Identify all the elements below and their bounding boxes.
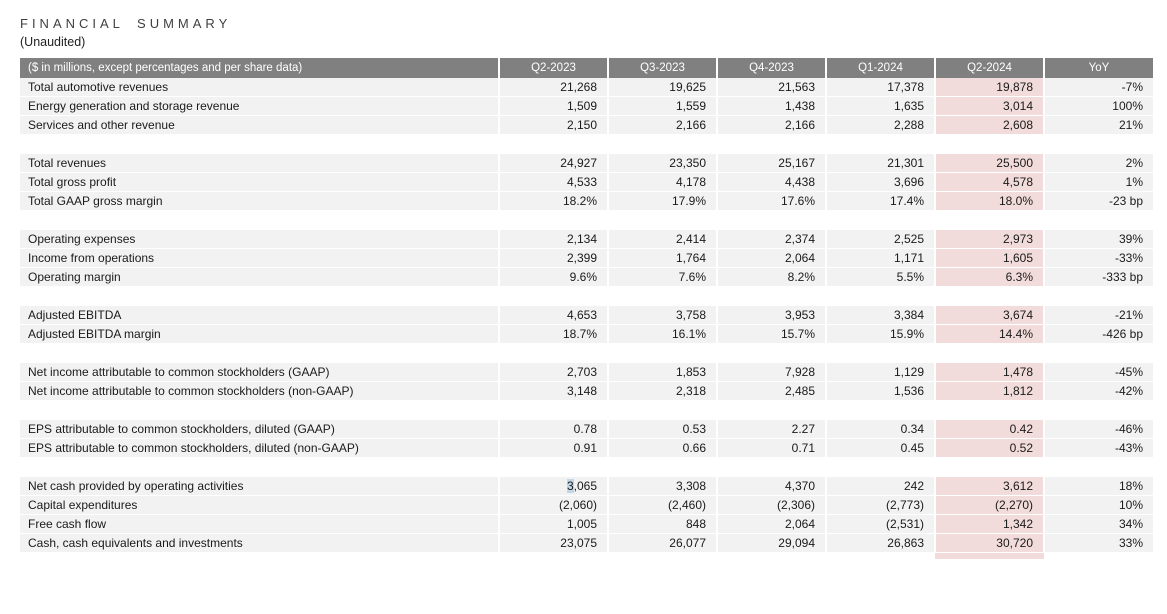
cell-YoY: 21% bbox=[1044, 116, 1153, 135]
cell-Q3-2023: 19,625 bbox=[608, 78, 717, 97]
page-subtitle: (Unaudited) bbox=[20, 34, 86, 49]
cell-Q3-2023: 3,308 bbox=[608, 477, 717, 496]
table-row bbox=[20, 325, 1153, 344]
table-row bbox=[20, 249, 1153, 268]
cell-Q4-2023: 15.7% bbox=[717, 325, 826, 344]
row-label: Adjusted EBITDA margin bbox=[20, 325, 499, 344]
column-header-Q2-2023: Q2-2023 bbox=[499, 58, 608, 78]
cell-YoY: -45% bbox=[1044, 363, 1153, 382]
cell-Q1-2024: 0.34 bbox=[826, 420, 935, 439]
highlight-column-tail bbox=[20, 553, 1153, 559]
cell-Q1-2024: 26,863 bbox=[826, 534, 935, 553]
cell-Q2-2024: 1,478 bbox=[935, 363, 1044, 382]
cell-Q1-2024: 1,536 bbox=[826, 382, 935, 401]
tail-cell bbox=[717, 553, 826, 559]
tail-cell bbox=[826, 553, 935, 559]
cell-Q2-2023: 1,509 bbox=[499, 97, 608, 116]
cell-Q2-2023: 18.7% bbox=[499, 325, 608, 344]
cell-Q1-2024: 15.9% bbox=[826, 325, 935, 344]
cell-Q2-2023: 0.78 bbox=[499, 420, 608, 439]
table-caption-header: ($ in millions, except percentages and per share data) bbox=[20, 58, 499, 78]
cell-Q2-2024: 3,014 bbox=[935, 97, 1044, 116]
financial-summary-table bbox=[20, 58, 1153, 559]
cell-Q3-2023: 16.1% bbox=[608, 325, 717, 344]
tail-cell bbox=[1044, 553, 1153, 559]
cell-Q2-2024: 4,578 bbox=[935, 173, 1044, 192]
tail-cell bbox=[608, 553, 717, 559]
table-row bbox=[20, 420, 1153, 439]
page-title: FINANCIAL SUMMARY bbox=[20, 16, 232, 31]
cell-Q2-2023: 9.6% bbox=[499, 268, 608, 287]
row-label: Operating expenses bbox=[20, 230, 499, 249]
cell-Q1-2024: (2,773) bbox=[826, 496, 935, 515]
cell-Q4-2023: 8.2% bbox=[717, 268, 826, 287]
spacer-cell bbox=[20, 401, 1153, 420]
cell-Q3-2023: 1,764 bbox=[608, 249, 717, 268]
cell-Q3-2023: 848 bbox=[608, 515, 717, 534]
tail-cell bbox=[20, 553, 499, 559]
cell-Q2-2024: 1,605 bbox=[935, 249, 1044, 268]
cell-YoY: -46% bbox=[1044, 420, 1153, 439]
cell-Q3-2023: 2,414 bbox=[608, 230, 717, 249]
spacer-row bbox=[20, 287, 1153, 306]
cell-Q4-2023: 2,374 bbox=[717, 230, 826, 249]
tail-cell bbox=[499, 553, 608, 559]
cell-Q1-2024: 1,171 bbox=[826, 249, 935, 268]
column-header-Q2-2024: Q2-2024 bbox=[935, 58, 1044, 78]
row-label: Operating margin bbox=[20, 268, 499, 287]
spacer-cell bbox=[20, 287, 1153, 306]
cell-Q2-2023: 18.2% bbox=[499, 192, 608, 211]
table-row bbox=[20, 477, 1153, 496]
header-row bbox=[20, 58, 1153, 78]
cell-Q4-2023: 2,485 bbox=[717, 382, 826, 401]
cell-Q1-2024: 21,301 bbox=[826, 154, 935, 173]
cell-Q2-2023: 3,148 bbox=[499, 382, 608, 401]
cell-Q3-2023: 2,166 bbox=[608, 116, 717, 135]
cell-Q3-2023: (2,460) bbox=[608, 496, 717, 515]
cell-Q4-2023: 2,064 bbox=[717, 515, 826, 534]
cell-Q3-2023: 0.53 bbox=[608, 420, 717, 439]
cell-Q3-2023: 7.6% bbox=[608, 268, 717, 287]
cell-Q3-2023: 17.9% bbox=[608, 192, 717, 211]
cell-Q3-2023: 23,350 bbox=[608, 154, 717, 173]
cell-Q3-2023: 4,178 bbox=[608, 173, 717, 192]
spacer-row bbox=[20, 458, 1153, 477]
cell-Q3-2023: 1,853 bbox=[608, 363, 717, 382]
cell-Q4-2023: (2,306) bbox=[717, 496, 826, 515]
column-header-Q1-2024: Q1-2024 bbox=[826, 58, 935, 78]
cell-Q2-2023: 2,703 bbox=[499, 363, 608, 382]
table-row bbox=[20, 230, 1153, 249]
cell-Q1-2024: 5.5% bbox=[826, 268, 935, 287]
cell-Q3-2023: 0.66 bbox=[608, 439, 717, 458]
table-body bbox=[20, 78, 1153, 559]
cell-Q1-2024: 0.45 bbox=[826, 439, 935, 458]
row-label: EPS attributable to common stockholders, diluted (non-GAAP) bbox=[20, 439, 499, 458]
cell-Q2-2024: 25,500 bbox=[935, 154, 1044, 173]
row-label: Total automotive revenues bbox=[20, 78, 499, 97]
cell-YoY: -43% bbox=[1044, 439, 1153, 458]
row-label: Capital expenditures bbox=[20, 496, 499, 515]
cell-Q2-2024: 14.4% bbox=[935, 325, 1044, 344]
cell-Q4-2023: 21,563 bbox=[717, 78, 826, 97]
row-label: EPS attributable to common stockholders, diluted (GAAP) bbox=[20, 420, 499, 439]
row-label: Adjusted EBITDA bbox=[20, 306, 499, 325]
cell-Q4-2023: 0.71 bbox=[717, 439, 826, 458]
cell-Q1-2024: 3,384 bbox=[826, 306, 935, 325]
cell-Q2-2023: 4,533 bbox=[499, 173, 608, 192]
cell-Q4-2023: 4,370 bbox=[717, 477, 826, 496]
row-label: Cash, cash equivalents and investments bbox=[20, 534, 499, 553]
cell-Q2-2023: 3,065 bbox=[499, 477, 608, 496]
table-row bbox=[20, 154, 1153, 173]
cell-Q2-2024: 18.0% bbox=[935, 192, 1044, 211]
spacer-row bbox=[20, 344, 1153, 363]
cell-Q2-2023: 2,150 bbox=[499, 116, 608, 135]
cell-Q1-2024: 1,635 bbox=[826, 97, 935, 116]
column-header-Q4-2023: Q4-2023 bbox=[717, 58, 826, 78]
column-header-YoY: YoY bbox=[1044, 58, 1153, 78]
cell-Q4-2023: 17.6% bbox=[717, 192, 826, 211]
cell-YoY: -21% bbox=[1044, 306, 1153, 325]
spacer-cell bbox=[20, 344, 1153, 363]
table-row bbox=[20, 306, 1153, 325]
table-row bbox=[20, 97, 1153, 116]
cell-Q4-2023: 3,953 bbox=[717, 306, 826, 325]
cell-Q2-2024: 19,878 bbox=[935, 78, 1044, 97]
cell-Q2-2024: 30,720 bbox=[935, 534, 1044, 553]
cell-YoY: -23 bp bbox=[1044, 192, 1153, 211]
cell-YoY: 10% bbox=[1044, 496, 1153, 515]
table-row bbox=[20, 116, 1153, 135]
table-row bbox=[20, 363, 1153, 382]
cell-YoY: -333 bp bbox=[1044, 268, 1153, 287]
cell-Q4-2023: 29,094 bbox=[717, 534, 826, 553]
table-row bbox=[20, 534, 1153, 553]
cell-Q2-2023: (2,060) bbox=[499, 496, 608, 515]
row-label: Net income attributable to common stockholders (GAAP) bbox=[20, 363, 499, 382]
cell-YoY: 1% bbox=[1044, 173, 1153, 192]
highlight-tail-cell bbox=[935, 553, 1044, 559]
table-row bbox=[20, 496, 1153, 515]
row-label: Free cash flow bbox=[20, 515, 499, 534]
cell-Q1-2024: 17.4% bbox=[826, 192, 935, 211]
cell-Q2-2023: 23,075 bbox=[499, 534, 608, 553]
cell-Q2-2024: 0.52 bbox=[935, 439, 1044, 458]
cell-YoY: -7% bbox=[1044, 78, 1153, 97]
cell-Q2-2023: 21,268 bbox=[499, 78, 608, 97]
cell-Q2-2024: 2,608 bbox=[935, 116, 1044, 135]
cell-Q1-2024: (2,531) bbox=[826, 515, 935, 534]
table-row bbox=[20, 382, 1153, 401]
selected-text: 3 bbox=[566, 479, 574, 494]
row-label: Net income attributable to common stockholders (non-GAAP) bbox=[20, 382, 499, 401]
cell-YoY: -42% bbox=[1044, 382, 1153, 401]
cell-Q1-2024: 3,696 bbox=[826, 173, 935, 192]
cell-Q2-2023: 2,134 bbox=[499, 230, 608, 249]
cell-Q2-2024: (2,270) bbox=[935, 496, 1044, 515]
cell-Q2-2024: 0.42 bbox=[935, 420, 1044, 439]
row-label: Total revenues bbox=[20, 154, 499, 173]
cell-Q4-2023: 2.27 bbox=[717, 420, 826, 439]
cell-Q2-2024: 1,342 bbox=[935, 515, 1044, 534]
row-label: Services and other revenue bbox=[20, 116, 499, 135]
cell-YoY: 18% bbox=[1044, 477, 1153, 496]
table-row bbox=[20, 515, 1153, 534]
cell-Q1-2024: 1,129 bbox=[826, 363, 935, 382]
cell-Q2-2023: 24,927 bbox=[499, 154, 608, 173]
cell-YoY: 34% bbox=[1044, 515, 1153, 534]
cell-Q3-2023: 2,318 bbox=[608, 382, 717, 401]
table-row bbox=[20, 439, 1153, 458]
cell-Q1-2024: 242 bbox=[826, 477, 935, 496]
spacer-row bbox=[20, 401, 1153, 420]
cell-Q3-2023: 3,758 bbox=[608, 306, 717, 325]
cell-Q2-2023: 0.91 bbox=[499, 439, 608, 458]
cell-Q4-2023: 1,438 bbox=[717, 97, 826, 116]
cell-Q3-2023: 26,077 bbox=[608, 534, 717, 553]
row-label: Energy generation and storage revenue bbox=[20, 97, 499, 116]
cell-Q2-2024: 6.3% bbox=[935, 268, 1044, 287]
cell-Q4-2023: 7,928 bbox=[717, 363, 826, 382]
cell-YoY: -426 bp bbox=[1044, 325, 1153, 344]
cell-Q2-2023: 4,653 bbox=[499, 306, 608, 325]
cell-Q2-2024: 1,812 bbox=[935, 382, 1044, 401]
cell-Q2-2023: 1,005 bbox=[499, 515, 608, 534]
cell-Q4-2023: 25,167 bbox=[717, 154, 826, 173]
spacer-cell bbox=[20, 211, 1153, 230]
row-label: Total gross profit bbox=[20, 173, 499, 192]
cell-Q4-2023: 4,438 bbox=[717, 173, 826, 192]
row-label: Net cash provided by operating activities bbox=[20, 477, 499, 496]
table-row bbox=[20, 173, 1153, 192]
cell-YoY: 33% bbox=[1044, 534, 1153, 553]
cell-YoY: 100% bbox=[1044, 97, 1153, 116]
cell-Q4-2023: 2,166 bbox=[717, 116, 826, 135]
cell-Q1-2024: 2,288 bbox=[826, 116, 935, 135]
cell-YoY: -33% bbox=[1044, 249, 1153, 268]
row-label: Income from operations bbox=[20, 249, 499, 268]
column-header-Q3-2023: Q3-2023 bbox=[608, 58, 717, 78]
row-label: Total GAAP gross margin bbox=[20, 192, 499, 211]
spacer-cell bbox=[20, 135, 1153, 154]
cell-Q4-2023: 2,064 bbox=[717, 249, 826, 268]
table-row bbox=[20, 78, 1153, 97]
cell-Q2-2024: 2,973 bbox=[935, 230, 1044, 249]
cell-Q2-2024: 3,674 bbox=[935, 306, 1044, 325]
table-row bbox=[20, 268, 1153, 287]
cell-Q1-2024: 17,378 bbox=[826, 78, 935, 97]
cell-Q3-2023: 1,559 bbox=[608, 97, 717, 116]
spacer-row bbox=[20, 211, 1153, 230]
cell-YoY: 2% bbox=[1044, 154, 1153, 173]
cell-Q1-2024: 2,525 bbox=[826, 230, 935, 249]
table-row bbox=[20, 192, 1153, 211]
spacer-cell bbox=[20, 458, 1153, 477]
cell-Q2-2024: 3,612 bbox=[935, 477, 1044, 496]
spacer-row bbox=[20, 135, 1153, 154]
cell-YoY: 39% bbox=[1044, 230, 1153, 249]
cell-Q2-2023: 2,399 bbox=[499, 249, 608, 268]
